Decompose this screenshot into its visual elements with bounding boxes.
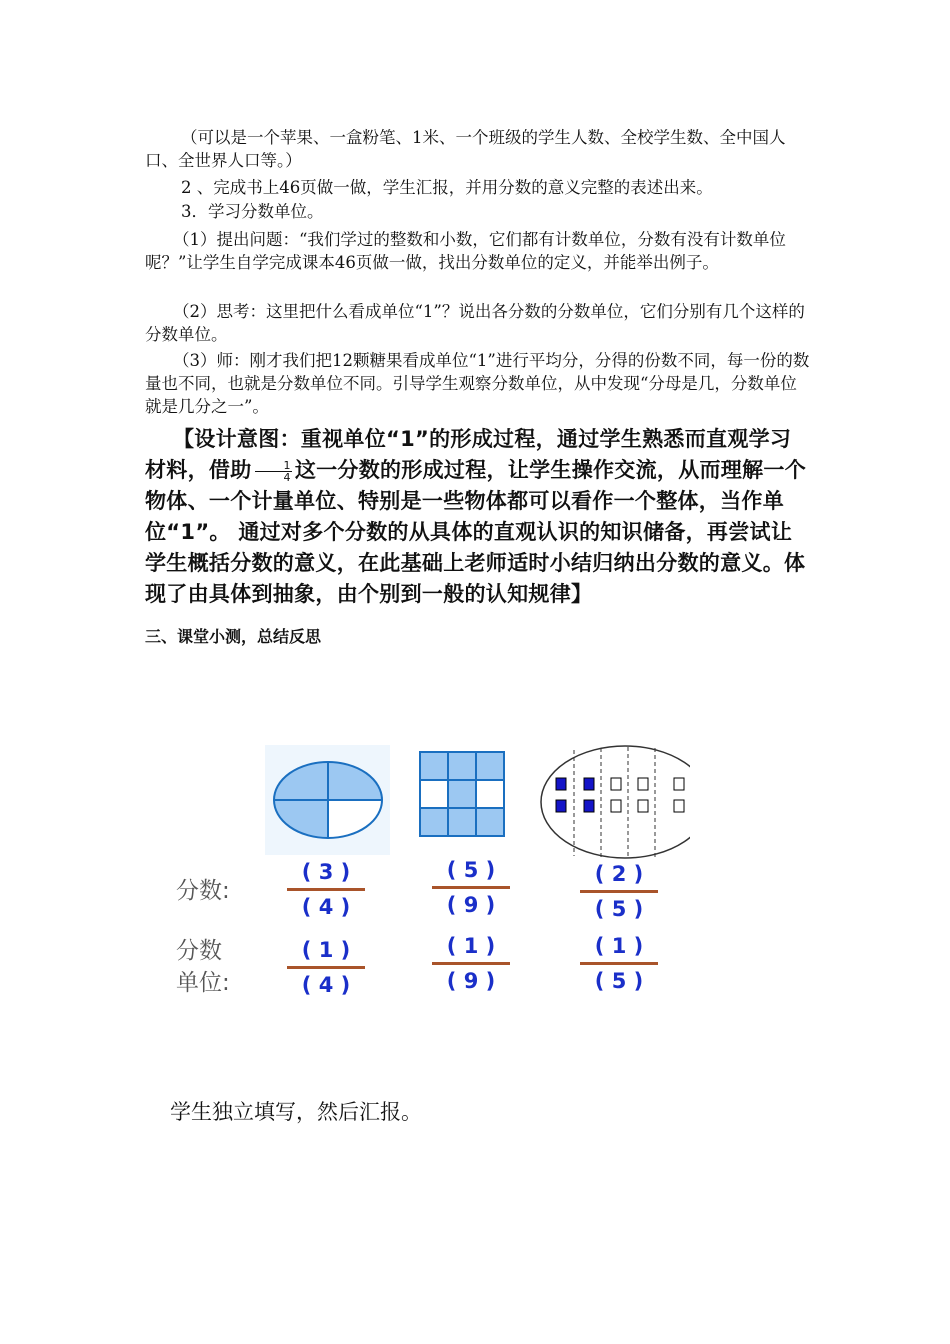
design-intent-part1: 【设计意图：重视单位“1”的形成过程，通过学生熟悉而直观学习材料，借助 bbox=[145, 427, 792, 482]
paragraph-task-3: 3．学习分数单位。 bbox=[181, 202, 324, 221]
section-heading: 三、课堂小测，总结反思 bbox=[145, 627, 322, 646]
figure-shapes bbox=[170, 740, 690, 860]
paragraph-task-2: 2 、完成书上46页做一做，学生汇报，并用分数的意义完整的表述出来。 bbox=[181, 178, 713, 197]
label-fraction: 分数: bbox=[176, 878, 230, 904]
unit-answer-2: ( 1 ) ( 9 ) bbox=[432, 932, 510, 995]
paragraph-think: （2）思考：这里把什么看成单位“1”？说出各分数的分数单位，它们分别有几个这样的分数单位。 bbox=[145, 302, 805, 344]
fraction-answer-1: ( 3 ) ( 4 ) bbox=[287, 858, 365, 921]
design-intent bbox=[145, 424, 810, 610]
unit-answer-3: ( 1 ) ( 5 ) bbox=[580, 932, 658, 995]
fraction-answer-3: ( 2 ) ( 5 ) bbox=[580, 860, 658, 923]
paragraph-question: （1）提出问题：“我们学过的整数和小数，它们都有计数单位，分数有没有计数单位呢？”让学生自学完成课本46页做一做，找出分数单位的定义，并能举出例子。 bbox=[145, 230, 786, 272]
fraction-answer-2: ( 5 ) ( 9 ) bbox=[432, 856, 510, 919]
boxes-ellipse bbox=[541, 746, 690, 858]
fraction-figure bbox=[170, 740, 690, 1000]
label-unit-line2: 单位: bbox=[176, 970, 230, 996]
closing-text: 学生独立填写，然后汇报。 bbox=[170, 1100, 422, 1124]
label-unit-line1: 分数 bbox=[176, 938, 222, 964]
grid-square bbox=[420, 752, 504, 836]
unit-answer-1: ( 1 ) ( 4 ) bbox=[287, 936, 365, 999]
design-intent-part2: 这一分数的形成过程，让学生操作交流，从而理解一个物体、一个计量单位、特别是一些物体都可以看作一个整体，当作单位“1”。 通过对多个分数的从具体的直观认识的知识储备，再尝试让学生概括分数的意义，在此基础上老师适时小结归纳出分数的意义。体现了由具体到抽象，由个别到一般的认知规律】 bbox=[145, 458, 807, 606]
inline-fraction: $\frac{1}{4}$ bbox=[255, 460, 292, 483]
paragraph-teacher: （3）师：刚才我们把12颗糖果看成单位“1”进行平均分，分得的份数不同，每一份的数量也不同，也就是分数单位不同。引导学生观察分数单位，从中发现“分母是几，分数单位就是几分之一”。 bbox=[145, 351, 810, 416]
paragraph-examples: （可以是一个苹果、一盒粉笔、1米、一个班级的学生人数、全校学生数、全中国人口、全世界人口等。） bbox=[145, 128, 786, 170]
